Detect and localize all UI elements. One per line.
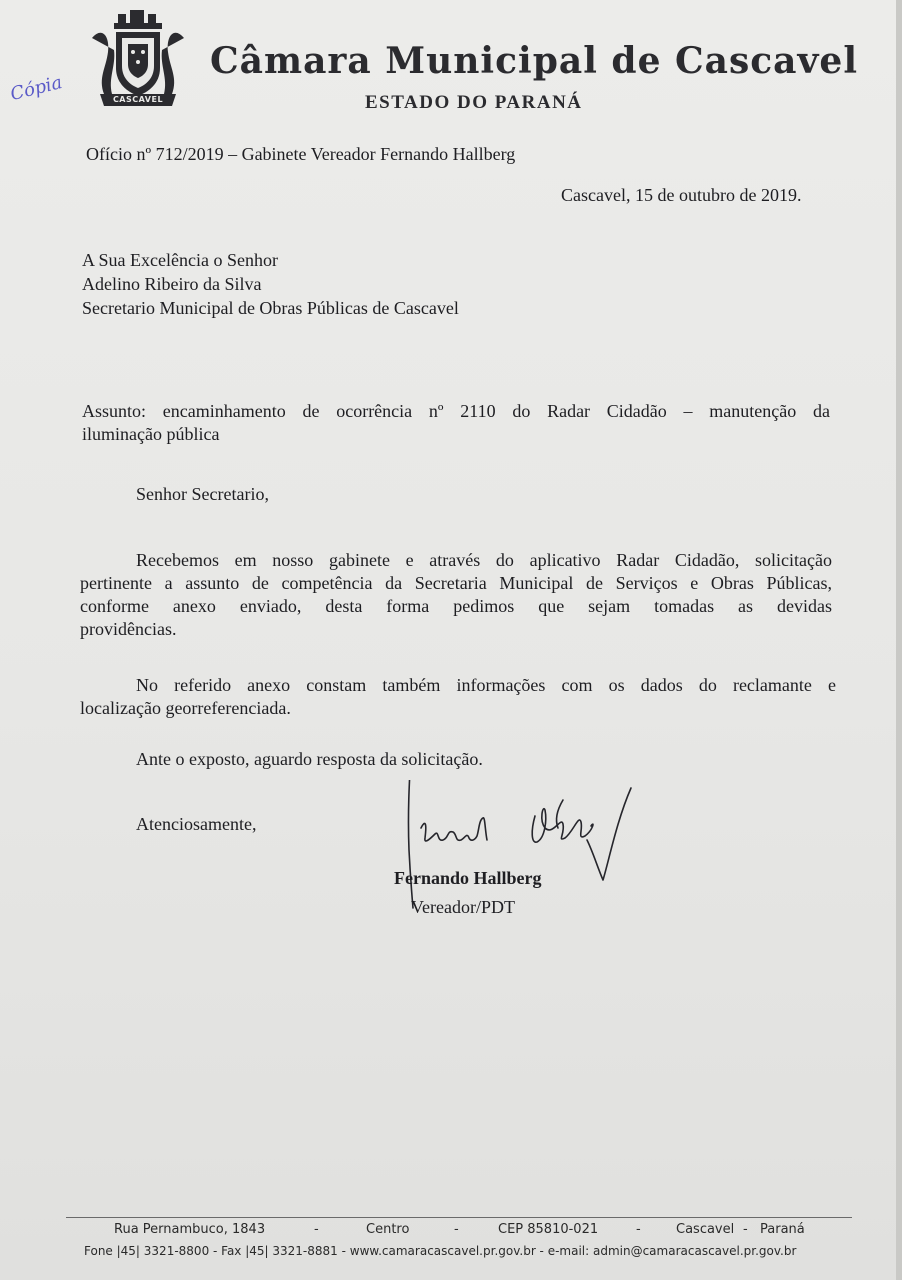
closing: Atenciosamente, — [136, 814, 257, 834]
paragraph-1-line-3: conforme anexo enviado, desta forma pedimos que sejam tomadas as devidas — [80, 596, 832, 616]
paragraph-1-line-1: Recebemos em nosso gabinete e através do aplicativo Radar Cidadão, solicitação — [136, 550, 832, 570]
crest-label: CASCAVEL — [112, 95, 164, 104]
body-paragraph-3: Ante o exposto, aguardo resposta da solicitação. — [136, 749, 483, 769]
footer-separator: - — [454, 1222, 459, 1237]
recipient-salutation: A Sua Excelência o Senhor — [82, 250, 278, 270]
footer-divider — [66, 1217, 852, 1218]
body-paragraph-2 — [80, 674, 836, 720]
handwritten-signature — [395, 780, 645, 910]
subject-line-2: iluminação pública — [82, 424, 220, 444]
signatory-name: Fernando Hallberg — [394, 868, 542, 888]
footer-separator: - — [743, 1222, 748, 1237]
handwritten-copy-note: Cópia — [8, 71, 65, 106]
paragraph-2-line-1: No referido anexo constam também informações com os dados do reclamante e — [136, 675, 836, 695]
header-subtitle: ESTADO DO PARANÁ — [365, 92, 583, 113]
recipient-name: Adelino Ribeiro da Silva — [82, 274, 262, 294]
recipient-block — [82, 248, 459, 320]
paragraph-1-line-2: pertinente a assunto de competência da Secretaria Municipal de Serviços e Obras Públicas, — [80, 573, 832, 593]
footer-cep: CEP 85810-021 — [498, 1222, 599, 1237]
footer-address — [66, 1222, 852, 1242]
footer-street: Rua Pernambuco, 1843 — [114, 1222, 266, 1237]
date-line: Cascavel, 15 de outubro de 2019. — [561, 185, 802, 205]
footer-city: Cascavel — [676, 1222, 735, 1237]
footer-contact: Fone |45| 3321-8800 - Fax |45| 3321-8881 - www.camaracascavel.pr.gov.br - e-mail: admin@camaracascavel.pr.gov.br — [84, 1244, 797, 1258]
subject-line-1: Assunto: encaminhamento de ocorrência nº 2110 do Radar Cidadão – manutenção da — [82, 401, 830, 421]
footer-separator: - — [636, 1222, 641, 1237]
paragraph-1-line-4: providências. — [80, 619, 177, 639]
body-paragraph-1 — [80, 549, 832, 641]
header-title: Câmara Municipal de Cascavel — [210, 40, 858, 82]
signatory-role: Vereador/PDT — [411, 897, 515, 917]
greeting: Senhor Secretario, — [136, 484, 269, 504]
document-reference: Ofício nº 712/2019 – Gabinete Vereador Fernando Hallberg — [86, 144, 516, 164]
subject-block — [82, 400, 830, 446]
footer-state: Paraná — [760, 1222, 805, 1237]
footer-separator: - — [314, 1222, 319, 1237]
footer-district: Centro — [366, 1222, 410, 1237]
paragraph-2-line-2: localização georreferenciada. — [80, 698, 291, 718]
recipient-position: Secretario Municipal de Obras Públicas de Cascavel — [82, 298, 459, 318]
